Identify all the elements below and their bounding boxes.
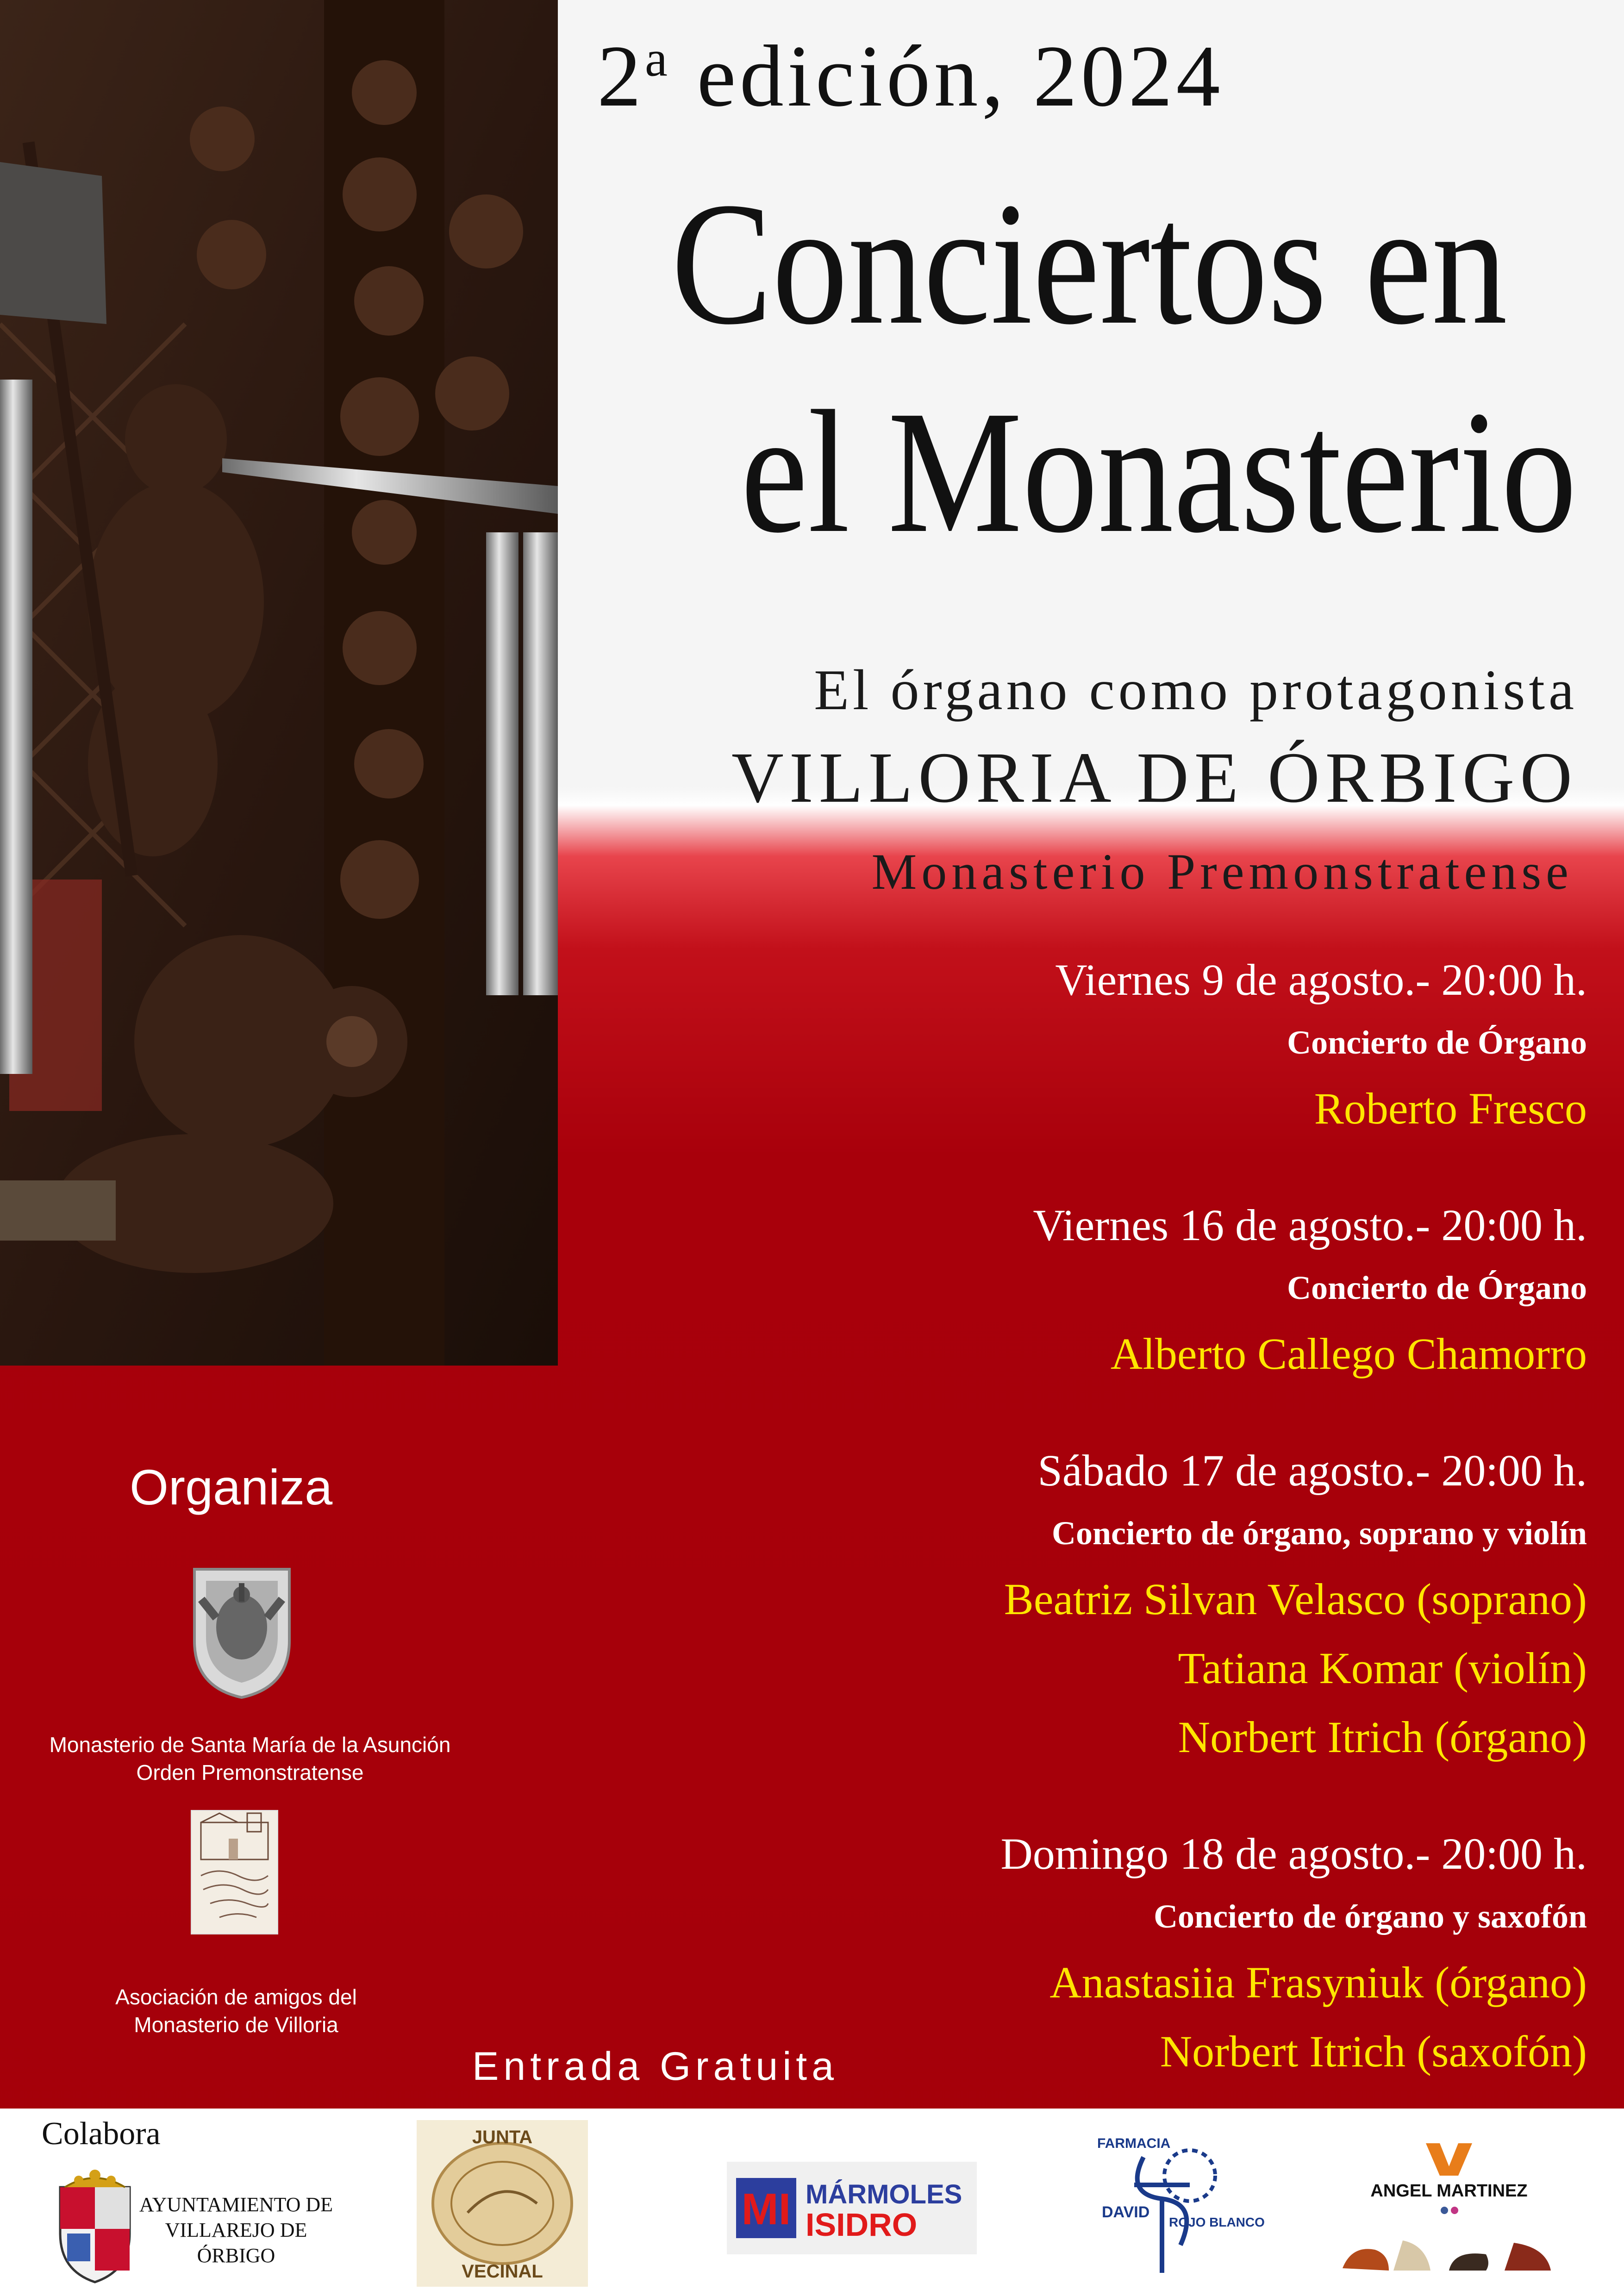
pharmacy-name-2: ROJO BLANCO [1169,2215,1265,2229]
marmoles-line2: ISIDRO [806,2207,918,2243]
municipality-name-line2: VILLAREJO DE ÓRBIGO [165,2219,307,2267]
organizer-association [83,1984,389,2039]
concert-type: Concierto de Órgano [1287,1269,1587,1307]
marmoles-mark: MI [741,2184,791,2234]
organizer-association-line2: Monasterio de Villoria [134,2012,338,2037]
concert-date: Sábado 17 de agosto.- 20:00 h. [1037,1445,1587,1495]
concert-performer: Beatriz Silvan Velasco (soprano) [1004,1574,1587,1624]
concert-schedule [522,949,1587,2137]
pharmacy-label: FARMACIA [1097,2136,1171,2151]
marmoles-line1: MÁRMOLES [806,2179,962,2209]
pharmacy-logo [1083,2125,1265,2287]
concert-performer: Alberto Callego Chamorro [1110,1329,1587,1379]
municipality-name-line1: AYUNTAMIENTO DE [139,2193,333,2216]
municipality-crest-logo [46,2169,144,2284]
organizers-heading: Organiza [130,1459,333,1515]
title-line-2: el Monasterio [741,374,1577,569]
concert-performer: Roberto Fresco [1314,1084,1587,1134]
concert-type: Concierto de órgano, soprano y violín [1051,1515,1587,1552]
concert-date: Viernes 9 de agosto.- 20:00 h. [1055,955,1587,1004]
concert-performer: Anastasiia Frasyniuk (órgano) [1049,1957,1587,2007]
concert-type: Concierto de Órgano [1287,1024,1587,1061]
concert-performer: Tatiana Komar (violín) [1178,1643,1587,1693]
concert-item [522,1194,1587,1389]
sponsors-heading: Colabora [42,2116,161,2152]
concert-type: Concierto de órgano y saxofón [1154,1897,1587,1935]
municipality-name [134,2192,338,2268]
angel-name: ANGEL MARTINEZ [1370,2181,1528,2201]
junta-top-text: JUNTA [472,2127,533,2147]
title-line-1: Conciertos en [671,166,1508,361]
organizer-monastery [32,1731,468,1787]
junta-bottom-text: VECINAL [462,2261,543,2282]
edition-heading: 2$^a$ edición, 2024 [597,28,1224,125]
concert-item [522,1440,1587,1772]
organizer-association-line1: Asociación de amigos del [115,1985,357,2009]
subtitle: El órgano como protagonista [814,658,1578,722]
concert-performer: Norbert Itrich (órgano) [1178,1712,1587,1762]
junta-vecinal-logo [417,2120,588,2287]
organizer-monastery-line1: Monasterio de Santa María de la Asunción [49,1733,451,1757]
concert-date: Domingo 18 de agosto.- 20:00 h. [1000,1828,1587,1878]
location-name: VILLORIA DE ÓRBIGO [731,737,1578,817]
monastery-name: Monasterio Premonstratense [871,843,1573,900]
free-entry-notice: Entrada Gratuita [472,2044,839,2089]
monastery-shield-logo [192,1567,292,1699]
angel-martinez-logo [1333,2139,1565,2282]
organ-carving-photo [0,0,558,1366]
pharmacy-name-1: DAVID [1102,2203,1150,2221]
concert-item [522,949,1587,1143]
organizer-monastery-line2: Orden Premonstratense [136,1760,364,1784]
concert-performer: Norbert Itrich (saxofón) [1160,2026,1587,2076]
concert-date: Viernes 16 de agosto.- 20:00 h. [1033,1200,1587,1250]
marmoles-isidro-logo [727,2162,977,2254]
friends-association-logo [191,1810,278,1934]
